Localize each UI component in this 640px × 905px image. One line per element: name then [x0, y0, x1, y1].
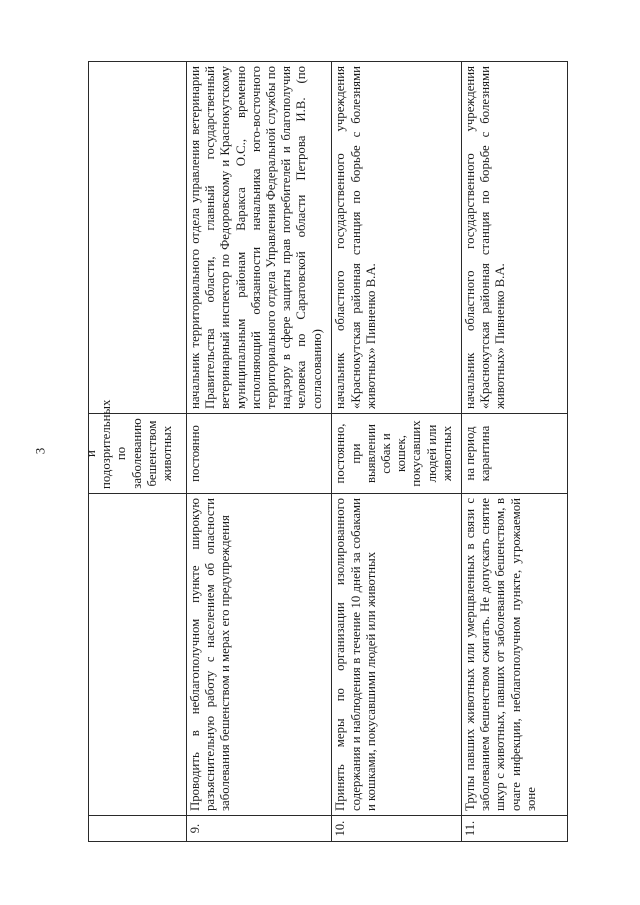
cell-number-empty	[89, 816, 187, 842]
row-term: на период карантина	[461, 414, 567, 494]
row-task: Проводить в неблагополучном пункте широкую разъяснительную работу с населением об опасности заболевания бешенством и мерах его предупреждения	[186, 494, 331, 816]
row-responsible: начальник территориального отдела управления ветеринарии Правительства области, главный государственный ветеринарный инспектор по Федоровскому и Краснокутскому муниципальным районам Варакса О.С., временно исполняющий обязанности начальника юго-восточного территориального отдела Управления Федеральной службы по надзору в сфере защиты прав потребителей и благополучия человека по Саратовской области Петрова И.В. (по согласованию)	[186, 62, 331, 414]
cell-responsible-empty	[89, 62, 187, 414]
table-row-11	[461, 62, 567, 842]
row-responsible: начальник областного государственного учреждения «Краснокутская районная станция по борьбе с болезнями животных» Пивненко В.А.	[332, 62, 462, 414]
table-row-9	[186, 62, 331, 842]
row-term: постоянно	[186, 414, 331, 494]
term-continuation-text: и подозрительных по заболеванию бешенством животных	[84, 399, 175, 489]
page-number: 3	[32, 447, 48, 455]
row-responsible: начальник областного государственного учреждения «Краснокутская районная станция по борьбе с болезнями животных» Пивненко В.А.	[461, 62, 567, 414]
row-number: 10.	[332, 816, 462, 842]
row-number: 11.	[461, 816, 567, 842]
cell-task-empty	[89, 494, 187, 816]
table-row-continuation	[89, 62, 187, 842]
rotated-table-wrapper	[84, 62, 568, 842]
cell-term-continuation	[84, 399, 187, 494]
row-number: 9.	[186, 816, 331, 842]
measures-table	[84, 61, 568, 842]
row-task: Принять меры по организации изолированного содержания и наблюдения в течение 10 дней за собаками и кошками, покусавшими людей или животных	[332, 494, 462, 816]
table-row-10	[332, 62, 462, 842]
row-task: Трупы павших животных или умерщвленных в связи с заболеванием бешенством сжигать. Не допускать снятие шкур с животных, павших от заболевания бешенством, в очаге инфекции, неблагополучном пункте, угрожаемой зоне	[461, 494, 567, 816]
row-term: постоянно, при выявлении собак и кошек, покусавших людей или животных	[332, 414, 462, 494]
